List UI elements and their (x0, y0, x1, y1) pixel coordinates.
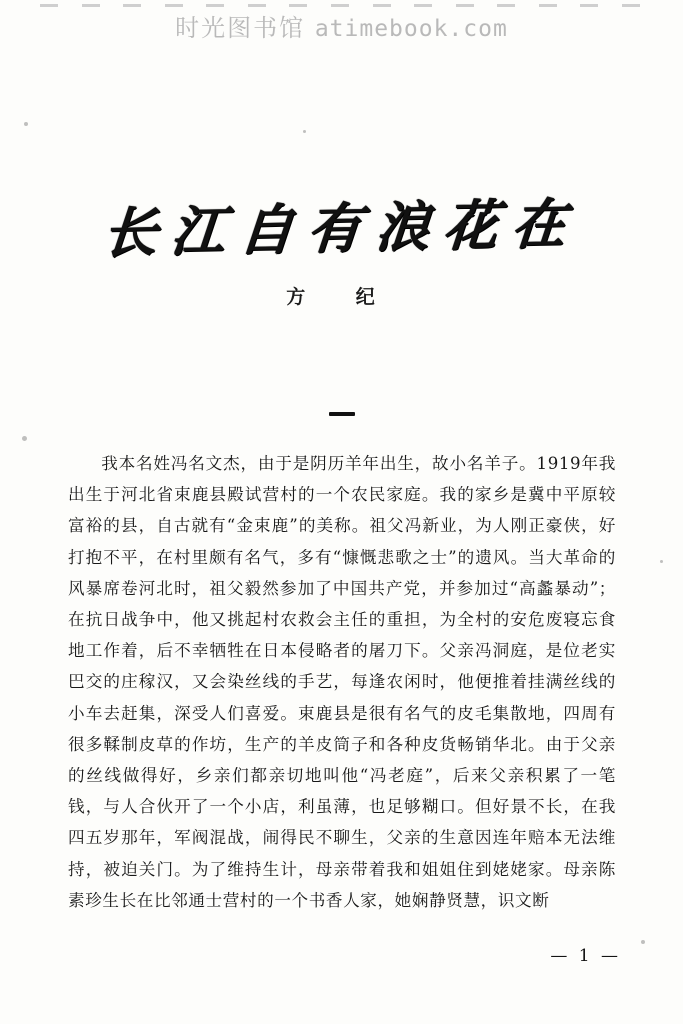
page-title: 长江自有浪花在 (100, 191, 583, 266)
scan-speck (660, 560, 663, 563)
page-number: — 1 — (550, 946, 621, 966)
scan-speck (24, 122, 28, 126)
author-name: 方 纪 (286, 286, 397, 308)
scan-speck (641, 940, 645, 944)
section-divider-mark (0, 396, 683, 422)
scan-speck (303, 130, 306, 133)
watermark (0, 8, 683, 43)
scan-speck (22, 436, 27, 441)
watermark-chinese: 时光图书馆 (175, 14, 306, 42)
watermark-latin: atimebook.com (314, 16, 508, 42)
body-text (68, 448, 616, 916)
body-paragraph: 我本名姓冯名文杰，由于是阴历羊年出生，故小名羊子。1919年我出生于河北省束鹿县殿试营村的一个农民家庭。我的家乡是冀中平原较富裕的县，自古就有“金束鹿”的美称。祖父冯新业，为人刚正豪侠，好打抱不平，在村里颇有名气，多有“慷慨悲歌之士”的遗风。当大革命的风暴席卷河北时，祖父毅然参加了中国共产党，并参加过“高蠡暴动”；在抗日战争中，他又挑起村农救会主任的重担，为全村的安危废寝忘食地工作着，后不幸牺牲在日本侵略者的屠刀下。父亲冯洞庭，是位老实巴交的庄稼汉，又会染丝线的手艺，每逢农闲时，他便推着挂满丝线的小车去赶集，深受人们喜爱。束鹿县是很有名气的皮毛集散地，四周有很多鞣制皮草的作坊，生产的羊皮筒子和各种皮货畅销华北。由于父亲的丝线做得好，乡亲们都亲切地叫他“冯老庭”，后来父亲积累了一笔钱，与人合伙开了一个小店，利虽薄，也足够糊口。但好景不长，在我四五岁那年，军阀混战，闹得民不聊生，父亲的生意因连年赔本无法维持，被迫关门。为了维持生计，母亲带着我和姐姐住到姥姥家。母亲陈素珍生长在比邻通士营村的一个书香人家，她娴静贤慧，识文断 (68, 454, 616, 910)
